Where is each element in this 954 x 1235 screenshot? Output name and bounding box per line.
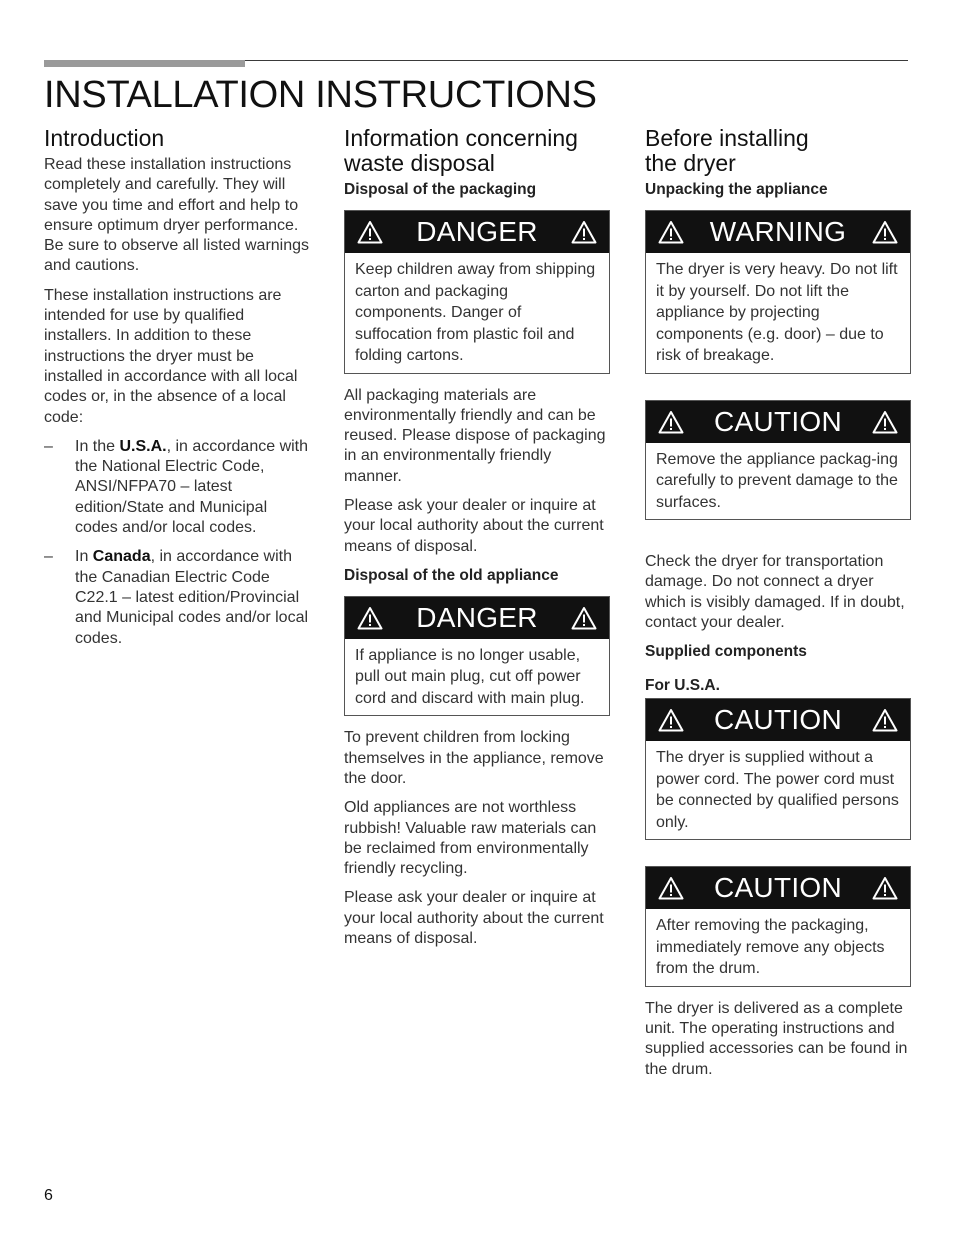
alert-text: Remove the appliance packag-ing carefully to prevent damage to the surfaces. xyxy=(656,450,898,511)
alert-label: DANGER xyxy=(416,601,538,633)
alert-label: WARNING xyxy=(709,216,847,247)
warning-triangle-icon xyxy=(571,220,597,244)
paragraph: These installation instructions are intended for use by qualified installers. In addition to these instructions the dryer must be installed in accordance with all local codes or, in the absence of a local code: xyxy=(44,286,298,426)
alert-label: CAUTION xyxy=(713,405,843,437)
section-heading: Information concerning waste disposal xyxy=(344,125,578,176)
paragraph: Check the dryer for transportation damage. Do not connect a dryer which is visibly damaged. If in doubt, contact your dealer. xyxy=(645,553,905,631)
page-number: 6 xyxy=(44,1187,53,1204)
alert-label: DANGER xyxy=(416,216,538,247)
warning-triangle-icon xyxy=(658,220,684,244)
warning-triangle-icon xyxy=(658,410,684,434)
paragraph: Please ask your dealer or inquire at your local authority about the current means of disposal. xyxy=(344,496,604,555)
danger-box xyxy=(344,210,610,374)
subheading: Disposal of the old appliance xyxy=(344,566,559,584)
subheading: Disposal of the packaging xyxy=(344,181,537,198)
section-heading: Introduction xyxy=(44,125,165,151)
alert-header xyxy=(345,597,609,639)
alert-header xyxy=(646,401,910,443)
warning-triangle-icon xyxy=(357,220,383,244)
page-title: INSTALLATION INSTRUCTIONS xyxy=(44,74,597,116)
warning-triangle-icon xyxy=(571,606,597,630)
code-list xyxy=(44,437,312,649)
subheading: Supplied components xyxy=(645,643,807,661)
column-waste-disposal xyxy=(344,126,612,958)
alert-header xyxy=(345,211,609,253)
list-item-text: In xyxy=(75,548,93,566)
warning-triangle-icon xyxy=(357,606,383,630)
paragraph: All packaging materials are environmentally friendly and can be reused. Please dispose of packaging in an environmentally friendly manner. xyxy=(344,386,606,485)
caution-box xyxy=(645,400,911,521)
danger-box xyxy=(344,596,610,717)
warning-triangle-icon xyxy=(872,410,898,434)
caution-box xyxy=(645,698,911,840)
alert-header xyxy=(646,699,910,741)
country-name: Canada xyxy=(92,548,151,566)
warning-triangle-icon xyxy=(872,220,898,244)
alert-text: After removing the packaging, immediately remove any objects from the drum. xyxy=(656,917,885,978)
warning-triangle-icon xyxy=(658,876,684,900)
list-item-text: In the xyxy=(75,437,120,455)
warning-triangle-icon xyxy=(872,708,898,732)
column-introduction xyxy=(44,126,312,658)
list-item xyxy=(44,437,312,538)
column-before-installing xyxy=(645,126,913,1089)
paragraph: The dryer is delivered as a complete unit. The operating instructions and supplied accessories can be found in the drum. xyxy=(645,999,908,1078)
alert-label: CAUTION xyxy=(713,872,843,904)
warning-triangle-icon xyxy=(658,708,684,732)
list-item-text: , in accordance with the Canadian Electric Code C22.1 – latest edition/Provincial and Municipal codes and/or local codes. xyxy=(75,548,309,647)
alert-text: The dryer is very heavy. Do not lift it by yourself. Do not lift the appliance by projecting components (e.g. door) – due to risk of breakage. xyxy=(656,261,898,364)
list-item xyxy=(44,547,312,648)
paragraph: To prevent children from locking themselves in the appliance, remove the door. xyxy=(344,729,604,787)
subheading: Unpacking the appliance xyxy=(645,181,828,198)
alert-header xyxy=(646,867,910,909)
paragraph: Please ask your dealer or inquire at your local authority about the current means of disposal. xyxy=(344,889,604,948)
dash-bullet: – xyxy=(44,548,53,566)
warning-box xyxy=(645,210,911,374)
paragraph: Read these installation instructions completely and carefully. They will save you time and effort and help to ensure optimum dryer performance. Be sure to observe all listed warnings and cautions. xyxy=(44,156,310,275)
alert-text: If appliance is no longer usable, pull out main plug, cut off power cord and discard with main plug. xyxy=(355,646,585,707)
alert-header xyxy=(646,211,910,253)
alert-label: CAUTION xyxy=(713,704,843,736)
warning-triangle-icon xyxy=(872,876,898,900)
list-item-text: , in accordance with the National Electric Code, ANSI/NFPA70 – latest edition/State and Municipal codes and/or local codes. xyxy=(75,437,309,537)
paragraph: Old appliances are not worthless rubbish! Valuable raw materials can be reclaimed from environmentally friendly recycling. xyxy=(344,799,597,878)
dash-bullet: – xyxy=(44,437,53,455)
alert-text: The dryer is supplied without a power cord. The power cord must be connected by qualified persons only. xyxy=(656,749,899,831)
alert-text: Keep children away from shipping carton and packaging components. Danger of suffocation from plastic foil and folding cartons. xyxy=(355,261,596,364)
country-name: U.S.A. xyxy=(119,437,167,455)
section-heading: Before installing the dryer xyxy=(645,125,809,176)
caution-box xyxy=(645,866,911,987)
subheading: For U.S.A. xyxy=(645,677,720,695)
top-rule-accent xyxy=(44,60,245,67)
